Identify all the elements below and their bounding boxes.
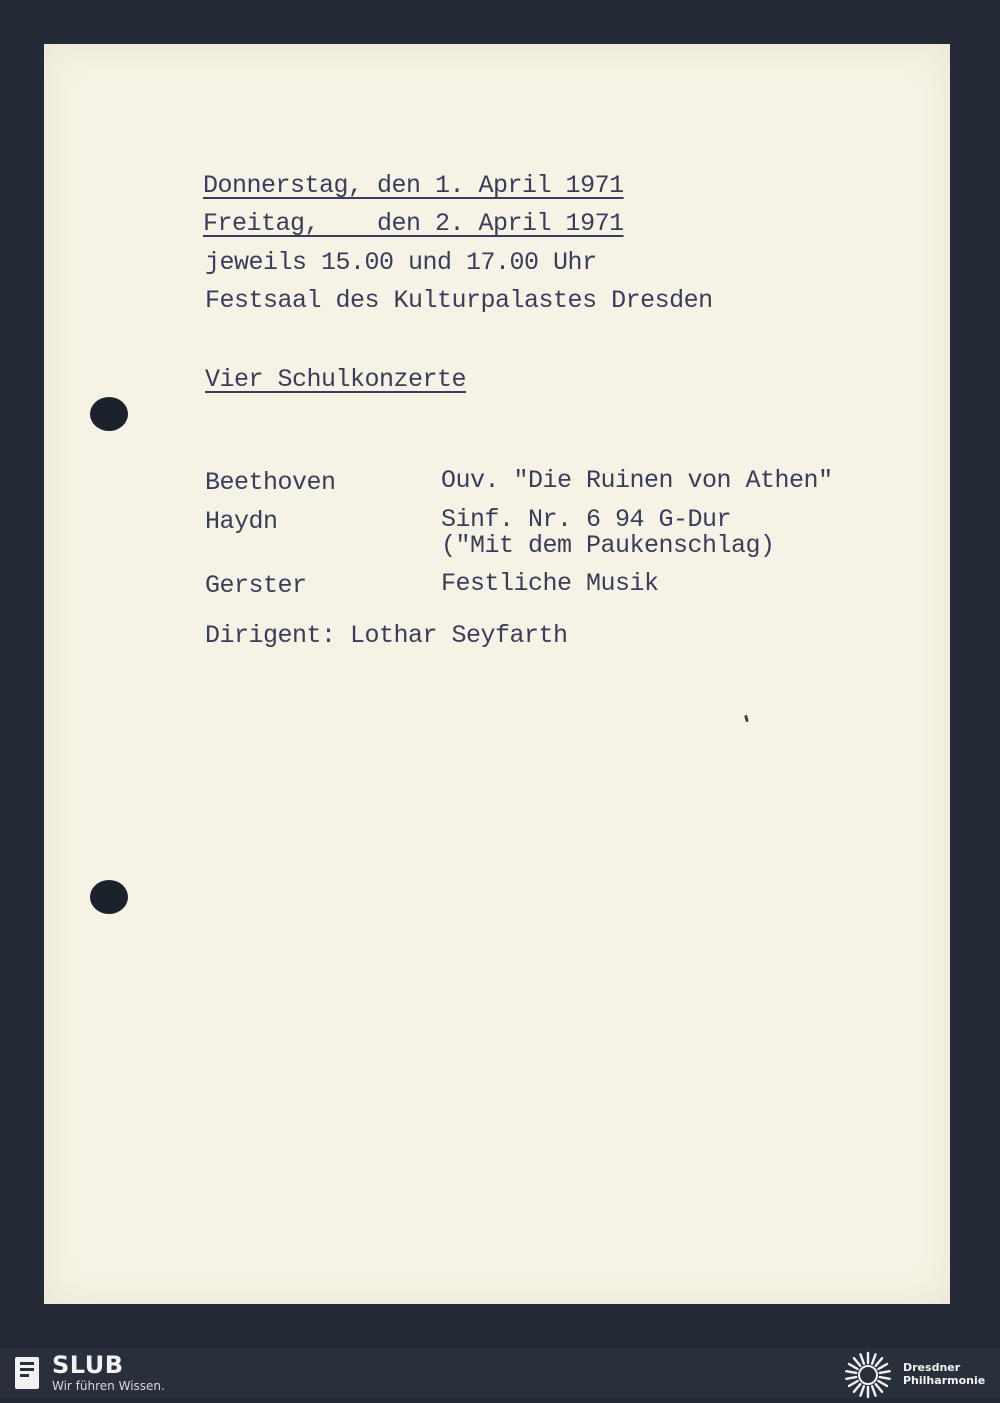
work-gerster: Festliche Musik: [441, 569, 659, 598]
date-line-2: Freitag, den 2. April 1971: [203, 209, 624, 238]
work-haydn-subtitle: ("Mit dem Paukenschlag): [441, 531, 775, 560]
composer-beethoven: Beethoven: [205, 468, 336, 497]
punch-hole-top: [90, 397, 128, 431]
composer-gerster: Gerster: [205, 571, 307, 600]
event-title: Vier Schulkonzerte: [205, 365, 467, 394]
work-haydn: Sinf. Nr. 6 94 G-Dur: [441, 505, 732, 534]
time-line: jeweils 15.00 und 17.00 Uhr: [205, 248, 597, 277]
conductor-line: Dirigent: Lothar Seyfarth: [205, 621, 568, 650]
partner-line-1: Dresdner: [903, 1361, 961, 1374]
slub-tagline: Wir führen Wissen.: [52, 1379, 165, 1393]
date-line-1: Donnerstag, den 1. April 1971: [203, 171, 624, 200]
slub-logo-icon: [14, 1356, 40, 1390]
work-beethoven: Ouv. "Die Ruinen von Athen": [441, 466, 833, 495]
partner-line-2: Philharmonie: [903, 1374, 986, 1387]
philharmonie-logo-icon: [840, 1347, 896, 1403]
venue-line: Festsaal des Kulturpalastes Dresden: [205, 286, 713, 315]
slub-wordmark: SLUB: [52, 1351, 124, 1379]
composer-haydn: Haydn: [205, 507, 278, 536]
philharmonie-wordmark: [903, 1361, 985, 1387]
punch-hole-bottom: [90, 880, 128, 914]
